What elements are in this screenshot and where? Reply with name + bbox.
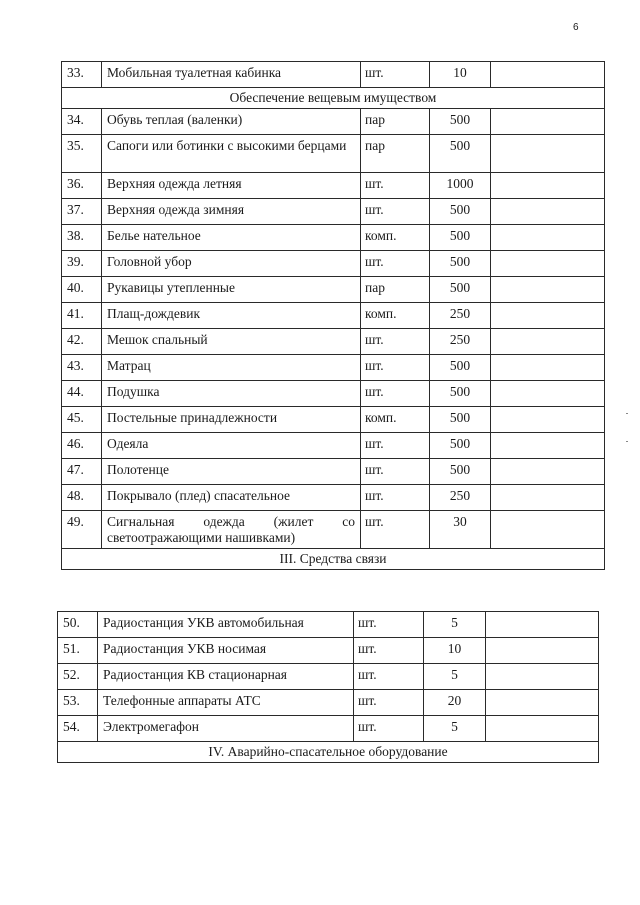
- section-header-row: [62, 549, 605, 570]
- unit-of-measure: комп.: [361, 303, 430, 329]
- row-number: 47.: [62, 459, 102, 485]
- item-name: Покрывало (плед) спасательное: [102, 485, 361, 511]
- table-row: [62, 329, 605, 355]
- item-name: Мешок спальный: [102, 329, 361, 355]
- unit-of-measure: пар: [361, 277, 430, 303]
- row-number: 42.: [62, 329, 102, 355]
- section-title: IV. Аварийно-спасательное оборудование: [58, 742, 599, 763]
- table-row: [58, 716, 599, 742]
- empty-cell: [491, 135, 605, 173]
- empty-cell: [491, 303, 605, 329]
- empty-cell: [491, 251, 605, 277]
- quantity: 500: [430, 459, 491, 485]
- scan-mark: [626, 413, 628, 414]
- empty-cell: [491, 109, 605, 135]
- table-row: [58, 638, 599, 664]
- quantity: 5: [424, 612, 486, 638]
- empty-cell: [491, 329, 605, 355]
- empty-cell: [491, 459, 605, 485]
- table-row: [62, 109, 605, 135]
- unit-of-measure: шт.: [361, 62, 430, 88]
- unit-of-measure: шт.: [354, 664, 424, 690]
- item-name: Электромегафон: [98, 716, 354, 742]
- item-name: Постельные принадлежности: [102, 407, 361, 433]
- empty-cell: [491, 485, 605, 511]
- row-number: 35.: [62, 135, 102, 173]
- empty-cell: [486, 638, 599, 664]
- section-title: Обеспечение вещевым имуществом: [62, 88, 605, 109]
- quantity: 500: [430, 407, 491, 433]
- table-row: [62, 381, 605, 407]
- unit-of-measure: шт.: [361, 355, 430, 381]
- item-name: Подушка: [102, 381, 361, 407]
- unit-of-measure: шт.: [354, 690, 424, 716]
- table-row: [62, 485, 605, 511]
- quantity: 20: [424, 690, 486, 716]
- empty-cell: [486, 690, 599, 716]
- unit-of-measure: шт.: [361, 173, 430, 199]
- row-number: 49.: [62, 511, 102, 549]
- unit-of-measure: шт.: [361, 199, 430, 225]
- quantity: 5: [424, 716, 486, 742]
- quantity: 5: [424, 664, 486, 690]
- unit-of-measure: шт.: [361, 485, 430, 511]
- quantity: 10: [430, 62, 491, 88]
- table-row: [62, 173, 605, 199]
- unit-of-measure: комп.: [361, 407, 430, 433]
- page-number: 6: [573, 22, 579, 33]
- empty-cell: [491, 355, 605, 381]
- empty-cell: [491, 199, 605, 225]
- row-number: 37.: [62, 199, 102, 225]
- item-name: Белье нательное: [102, 225, 361, 251]
- quantity: 250: [430, 485, 491, 511]
- unit-of-measure: шт.: [361, 329, 430, 355]
- table-row: [62, 511, 605, 549]
- table-row: [62, 459, 605, 485]
- quantity: 250: [430, 303, 491, 329]
- quantity: 500: [430, 225, 491, 251]
- item-name: Сапоги или ботинки с высокими берцами: [102, 135, 361, 173]
- row-number: 39.: [62, 251, 102, 277]
- empty-cell: [491, 407, 605, 433]
- row-number: 54.: [58, 716, 98, 742]
- quantity: 500: [430, 251, 491, 277]
- quantity: 500: [430, 135, 491, 173]
- unit-of-measure: шт.: [354, 612, 424, 638]
- row-number: 48.: [62, 485, 102, 511]
- unit-of-measure: комп.: [361, 225, 430, 251]
- item-name: Полотенце: [102, 459, 361, 485]
- row-number: 46.: [62, 433, 102, 459]
- quantity: 250: [430, 329, 491, 355]
- empty-cell: [491, 381, 605, 407]
- table-row: [62, 407, 605, 433]
- quantity: 500: [430, 199, 491, 225]
- item-name: Рукавицы утепленные: [102, 277, 361, 303]
- item-name: Мобильная туалетная кабинка: [102, 62, 361, 88]
- empty-cell: [491, 433, 605, 459]
- unit-of-measure: шт.: [354, 716, 424, 742]
- empty-cell: [491, 277, 605, 303]
- row-number: 51.: [58, 638, 98, 664]
- table-row: [62, 433, 605, 459]
- item-name: Верхняя одежда зимняя: [102, 199, 361, 225]
- unit-of-measure: шт.: [361, 459, 430, 485]
- unit-of-measure: пар: [361, 109, 430, 135]
- unit-of-measure: шт.: [361, 381, 430, 407]
- item-name: Матрац: [102, 355, 361, 381]
- item-name: Сигнальная одежда (жилет со светоотражающими нашивками): [102, 511, 361, 549]
- item-name: Радиостанция УКВ носимая: [98, 638, 354, 664]
- item-name: Обувь теплая (валенки): [102, 109, 361, 135]
- row-number: 41.: [62, 303, 102, 329]
- unit-of-measure: шт.: [354, 638, 424, 664]
- item-name: Головной убор: [102, 251, 361, 277]
- row-number: 52.: [58, 664, 98, 690]
- row-number: 36.: [62, 173, 102, 199]
- quantity: 10: [424, 638, 486, 664]
- row-number: 40.: [62, 277, 102, 303]
- table-row: [62, 277, 605, 303]
- table-row: [62, 199, 605, 225]
- item-name: Радиостанция УКВ автомобильная: [98, 612, 354, 638]
- table-row: [62, 62, 605, 88]
- table-row: [58, 612, 599, 638]
- table-row: [58, 664, 599, 690]
- quantity: 1000: [430, 173, 491, 199]
- equipment-table-lower: [57, 611, 599, 763]
- table-row: [62, 355, 605, 381]
- row-number: 45.: [62, 407, 102, 433]
- empty-cell: [491, 225, 605, 251]
- row-number: 53.: [58, 690, 98, 716]
- table-row: [62, 225, 605, 251]
- item-name: Телефонные аппараты АТС: [98, 690, 354, 716]
- quantity: 500: [430, 433, 491, 459]
- section-header-row: [58, 742, 599, 763]
- empty-cell: [491, 173, 605, 199]
- item-name: Одеяла: [102, 433, 361, 459]
- quantity: 500: [430, 381, 491, 407]
- empty-cell: [486, 664, 599, 690]
- empty-cell: [491, 62, 605, 88]
- section-title: III. Средства связи: [62, 549, 605, 570]
- item-name: Плащ-дождевик: [102, 303, 361, 329]
- unit-of-measure: шт.: [361, 251, 430, 277]
- unit-of-measure: шт.: [361, 433, 430, 459]
- scan-mark: [626, 441, 628, 442]
- table-row: [58, 690, 599, 716]
- equipment-table-upper: [61, 61, 605, 570]
- quantity: 500: [430, 277, 491, 303]
- empty-cell: [486, 612, 599, 638]
- row-number: 34.: [62, 109, 102, 135]
- quantity: 500: [430, 355, 491, 381]
- table-row: [62, 303, 605, 329]
- empty-cell: [486, 716, 599, 742]
- row-number: 43.: [62, 355, 102, 381]
- row-number: 44.: [62, 381, 102, 407]
- quantity: 500: [430, 109, 491, 135]
- item-name: Радиостанция КВ стационарная: [98, 664, 354, 690]
- quantity: 30: [430, 511, 491, 549]
- table-row: [62, 251, 605, 277]
- empty-cell: [491, 511, 605, 549]
- row-number: 50.: [58, 612, 98, 638]
- row-number: 33.: [62, 62, 102, 88]
- table-row: [62, 135, 605, 173]
- unit-of-measure: пар: [361, 135, 430, 173]
- unit-of-measure: шт.: [361, 511, 430, 549]
- row-number: 38.: [62, 225, 102, 251]
- item-name: Верхняя одежда летняя: [102, 173, 361, 199]
- section-header-row: [62, 88, 605, 109]
